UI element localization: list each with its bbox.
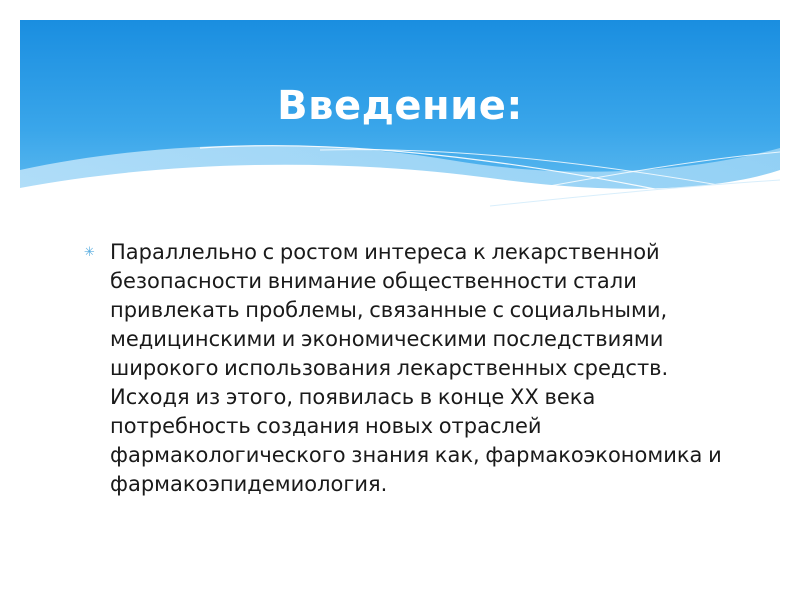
asterisk-bullet-icon: ✳ [84,245,95,260]
title-banner [20,20,780,220]
slide-content [84,238,724,499]
slide-title: Введение: [277,83,523,129]
bullet-item [84,238,724,499]
bullet-text: Параллельно с ростом интереса к лекарственной безопасности внимание общественности стали привлекать проблемы, связанные с социальными, медицинскими и экономическими последствиями широкого использования лекарственных средств. Исходя из этого, появилась в конце XX века потребность создания новых отраслей фармакологического знания как, фармакоэкономика и фармакоэпидемиология. [110,240,722,496]
